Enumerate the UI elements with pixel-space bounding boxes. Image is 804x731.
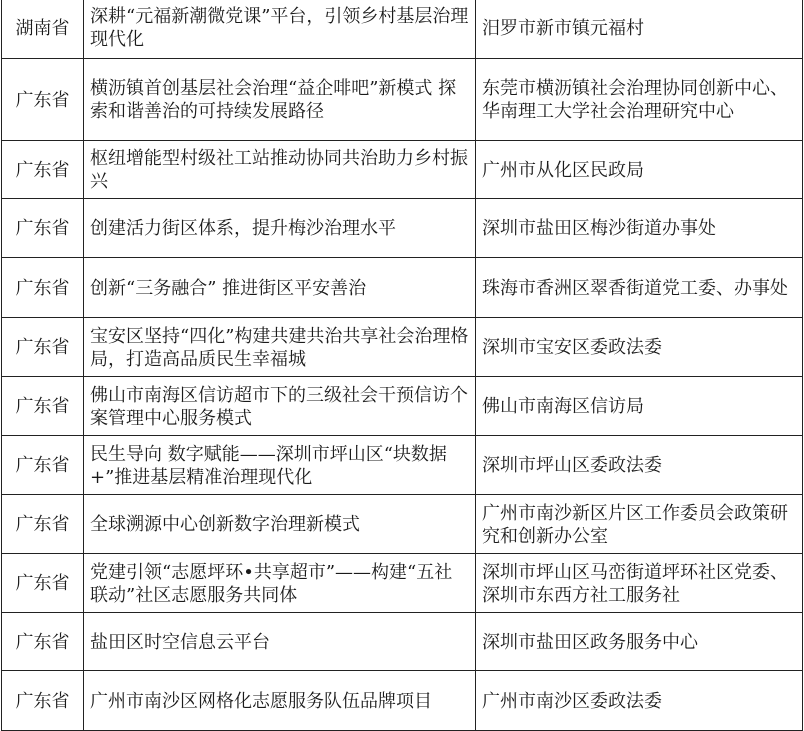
- project-table: [1, 0, 803, 731]
- province-cell: 广东省: [2, 59, 84, 141]
- table-row: [2, 318, 803, 377]
- table-row: [2, 199, 803, 258]
- unit-cell: 东莞市横沥镇社会治理协同创新中心、华南理工大学社会治理研究中心: [476, 59, 803, 141]
- province-cell: 广东省: [2, 495, 84, 554]
- unit-cell: 深圳市盐田区政务服务中心: [476, 613, 803, 671]
- unit-cell: 深圳市盐田区梅沙街道办事处: [476, 199, 803, 258]
- project-name-cell: 民生导向 数字赋能——深圳市坪山区“块数据+”推进基层精准治理现代化: [84, 436, 476, 495]
- province-cell: 广东省: [2, 258, 84, 318]
- table-row: [2, 258, 803, 318]
- province-cell: 湖南省: [2, 0, 84, 59]
- table-row: [2, 377, 803, 436]
- unit-cell: 深圳市宝安区委政法委: [476, 318, 803, 377]
- table-row: [2, 495, 803, 554]
- unit-cell: 深圳市坪山区马峦街道坪环社区党委、深圳市东西方社工服务社: [476, 554, 803, 613]
- table-row: [2, 0, 803, 59]
- province-cell: 广东省: [2, 199, 84, 258]
- province-cell: 广东省: [2, 377, 84, 436]
- unit-cell: 珠海市香洲区翠香街道党工委、办事处: [476, 258, 803, 318]
- project-name-cell: 枢纽增能型村级社工站推动协同共治助力乡村振兴: [84, 141, 476, 199]
- unit-cell: 广州市南沙区委政法委: [476, 671, 803, 731]
- table-row: [2, 436, 803, 495]
- unit-cell: 汨罗市新市镇元福村: [476, 0, 803, 59]
- project-name-cell: 盐田区时空信息云平台: [84, 613, 476, 671]
- province-cell: 广东省: [2, 436, 84, 495]
- province-cell: 广东省: [2, 613, 84, 671]
- unit-cell: 广州市南沙新区片区工作委员会政策研究和创新办公室: [476, 495, 803, 554]
- province-cell: 广东省: [2, 671, 84, 731]
- project-name-cell: 深耕“元福新潮微党课”平台，引领乡村基层治理现代化: [84, 0, 476, 59]
- unit-cell: 广州市从化区民政局: [476, 141, 803, 199]
- project-table-body: [2, 0, 803, 731]
- project-name-cell: 佛山市南海区信访超市下的三级社会干预信访个案管理中心服务模式: [84, 377, 476, 436]
- table-row: [2, 59, 803, 141]
- project-name-cell: 广州市南沙区网格化志愿服务队伍品牌项目: [84, 671, 476, 731]
- table-row: [2, 671, 803, 731]
- project-name-cell: 创建活力街区体系，提升梅沙治理水平: [84, 199, 476, 258]
- unit-cell: 深圳市坪山区委政法委: [476, 436, 803, 495]
- table-row: [2, 554, 803, 613]
- province-cell: 广东省: [2, 318, 84, 377]
- table-row: [2, 141, 803, 199]
- table-row: [2, 613, 803, 671]
- unit-cell: 佛山市南海区信访局: [476, 377, 803, 436]
- project-name-cell: 全球溯源中心创新数字治理新模式: [84, 495, 476, 554]
- project-name-cell: 党建引领“志愿坪环•共享超市”——构建“五社联动”社区志愿服务共同体: [84, 554, 476, 613]
- province-cell: 广东省: [2, 141, 84, 199]
- project-name-cell: 横沥镇首创基层社会治理“益企啡吧”新模式 探索和谐善治的可持续发展路径: [84, 59, 476, 141]
- project-name-cell: 创新“三务融合” 推进街区平安善治: [84, 258, 476, 318]
- project-name-cell: 宝安区坚持“四化”构建共建共治共享社会治理格局，打造高品质民生幸福城: [84, 318, 476, 377]
- province-cell: 广东省: [2, 554, 84, 613]
